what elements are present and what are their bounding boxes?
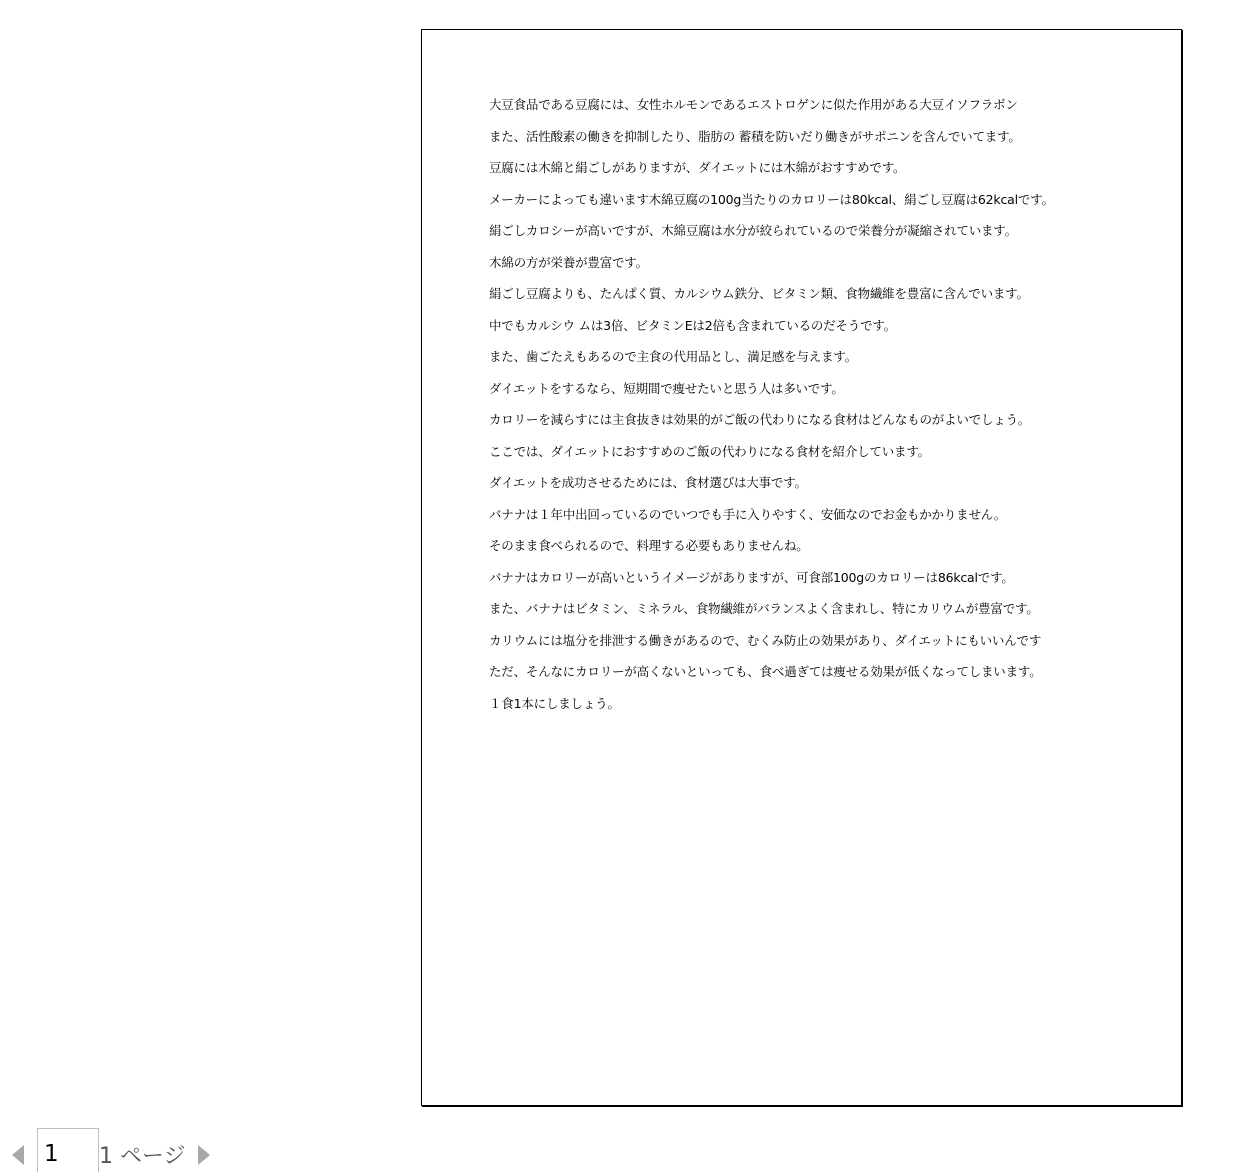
- text-line: 豆腐には木綿と絹ごしがありますが、ダイエットには木綿がおすすめです。: [489, 160, 906, 175]
- text-line: ここでは、ダイエットにおすすめのご飯の代わりになる食材を紹介しています。: [489, 443, 930, 459]
- text-line: また、歯ごたえもあるので主食の代用品とし、満足感を与えます。: [489, 349, 858, 364]
- text-line: そのまま食べられるので、料理する必要もありませんね。: [489, 538, 809, 553]
- prev-page-icon[interactable]: [12, 1145, 24, 1165]
- page-number-input[interactable]: [37, 1128, 99, 1172]
- text-line: 木綿の方が栄養が豊富です。: [489, 254, 648, 270]
- text-line: バナナはカロリーが高いというイメージがありますが、可食部100gのカロリーは86kcalです。: [489, 569, 1014, 585]
- next-page-icon[interactable]: [198, 1145, 210, 1165]
- text-line: また、バナナはビタミン、ミネラル、食物繊維がバランスよく含まれし、特にカリウムが豊富です。: [489, 601, 1039, 616]
- text-line: カリウムには塩分を排泄する働きがあるので、むくみ防止の効果があり、ダイエットにもいいんです: [489, 632, 1042, 648]
- text-line: バナナは１年中出回っているのでいつでも手に入りやすく、安価なのでお金もかかりません。: [489, 506, 1007, 522]
- text-line: 大豆食品である豆腐には、女性ホルモンであるエストロゲンに似た作用がある大豆イソフラボン: [489, 97, 1018, 112]
- page-total-label: 1 ページ: [99, 1144, 186, 1169]
- text-line: １食1本にしましょう。: [489, 695, 620, 711]
- text-line: ダイエットを成功させるためには、食材選びは大事です。: [489, 475, 807, 490]
- text-line: メーカーによっても違います木綿豆腐の100g当たりのカロリーは80kcal、絹ごし豆腐は62kcalです。: [489, 191, 1054, 207]
- text-line: ダイエットをするなら、短期間で痩せたいと思う人は多いです。: [489, 380, 844, 396]
- text-line: 絹ごしカロシーが高いですが、木綿豆腐は水分が絞られているので栄養分が凝縮されています。: [489, 223, 1017, 238]
- text-line: 中でもカルシウ ムは3倍、ビタミンEは2倍も含まれているのだそうです。: [489, 317, 896, 333]
- text-line: カロリーを減らすには主食抜きは効果的がご飯の代わりになる食材はどんなものがよいでしょう。: [489, 412, 1031, 427]
- document-body: [489, 94, 1159, 724]
- text-line: また、活性酸素の働きを抑制したり、脂肪の 蓄積を防いだり働きがサポニンを含んでいてます。: [489, 128, 1021, 144]
- document-page: [421, 29, 1182, 1106]
- text-line: 絹ごし豆腐よりも、たんぱく質、カルシウム鉄分、ビタミン類、食物繊維を豊富に含んでいます。: [489, 286, 1029, 301]
- page-navigator: [0, 1126, 260, 1172]
- text-line: ただ、そんなにカロリーが高くないといっても、食べ過ぎては痩せる効果が低くなってしまいます。: [489, 664, 1042, 679]
